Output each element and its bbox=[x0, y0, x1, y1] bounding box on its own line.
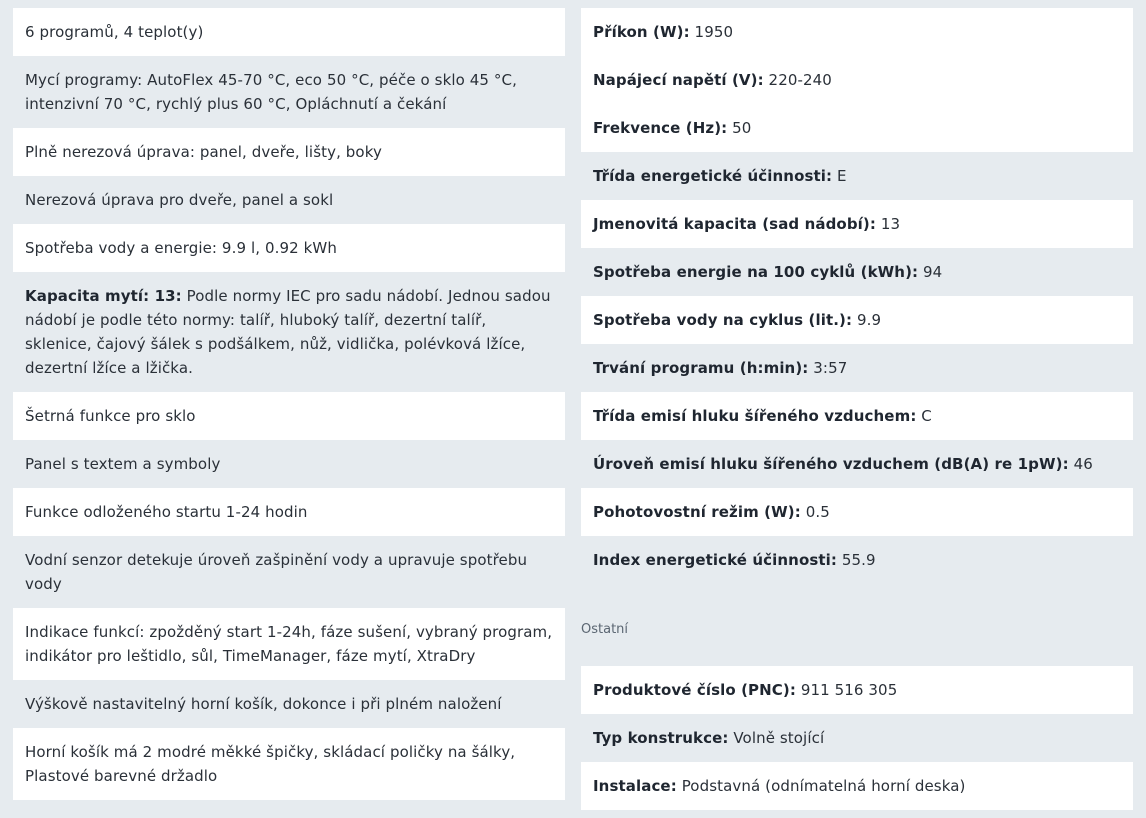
feature-text: Indikace funkcí: zpožděný start 1-24h, fáze sušení, vybraný program, indikátor pro leštidlo, sůl, TimeManager, fáze mytí, XtraDry bbox=[25, 623, 553, 665]
features-list bbox=[13, 8, 565, 800]
spec-label: Úroveň emisí hluku šířeného vzduchem (dB(A) re 1pW): bbox=[593, 455, 1069, 473]
spec-label: Třída energetické účinnosti: bbox=[593, 167, 833, 185]
spec-label: Spotřeba vody na cyklus (lit.): bbox=[593, 311, 853, 329]
spec-row bbox=[581, 536, 1133, 584]
feature-text: Vodní senzor detekuje úroveň zašpinění vody a upravuje spotřebu vody bbox=[25, 551, 528, 593]
feature-text: Spotřeba vody a energie: 9.9 l, 0.92 kWh bbox=[25, 239, 337, 257]
spec-row bbox=[581, 344, 1133, 392]
spec-value: 9.9 bbox=[856, 311, 882, 329]
spec-label: Frekvence (Hz): bbox=[593, 119, 728, 137]
spec-row bbox=[581, 56, 1133, 104]
spec-row bbox=[581, 248, 1133, 296]
feature-row bbox=[13, 440, 565, 488]
feature-text: Nerezová úprava pro dveře, panel a sokl bbox=[25, 191, 334, 209]
spec-label: Typ konstrukce: bbox=[593, 729, 729, 747]
spec-label: Index energetické účinnosti: bbox=[593, 551, 837, 569]
spec-row bbox=[581, 488, 1133, 536]
spec-label: Pohotovostní režim (W): bbox=[593, 503, 801, 521]
feature-text: 6 programů, 4 teplot(y) bbox=[25, 23, 204, 41]
feature-text: Panel s textem a symboly bbox=[25, 455, 221, 473]
spec-row bbox=[581, 296, 1133, 344]
feature-row bbox=[13, 680, 565, 728]
feature-text: Výškově nastavitelný horní košík, dokonce i při plném naložení bbox=[25, 695, 502, 713]
spec-value: 13 bbox=[880, 215, 901, 233]
spec-value: 3:57 bbox=[813, 359, 848, 377]
feature-row bbox=[13, 176, 565, 224]
spec-label: Jmenovitá kapacita (sad nádobí): bbox=[593, 215, 876, 233]
spec-label: Spotřeba energie na 100 cyklů (kWh): bbox=[593, 263, 919, 281]
feature-label: Kapacita mytí: 13: bbox=[25, 287, 182, 305]
feature-text: Mycí programy: AutoFlex 45-70 °C, eco 50 °C, péče o sklo 45 °C, intenzivní 70 °C, rychlý plus 60 °C, Opláchnutí a čekání bbox=[25, 71, 517, 113]
spec-value: 94 bbox=[923, 263, 943, 281]
spec-label: Trvání programu (h:min): bbox=[593, 359, 809, 377]
spec-value: E bbox=[837, 167, 847, 185]
feature-row bbox=[13, 224, 565, 272]
feature-row bbox=[13, 8, 565, 56]
feature-row bbox=[13, 728, 565, 800]
spec-value: 911 516 305 bbox=[800, 681, 898, 699]
spec-label: Třída emisí hluku šířeného vzduchem: bbox=[593, 407, 917, 425]
spec-row bbox=[581, 440, 1133, 488]
spec-value: 220-240 bbox=[768, 71, 832, 89]
spec-row bbox=[581, 762, 1133, 810]
spec-row bbox=[581, 8, 1133, 56]
spec-value: 55.9 bbox=[841, 551, 876, 569]
spec-label: Příkon (W): bbox=[593, 23, 690, 41]
spec-value: Volně stojící bbox=[733, 729, 825, 747]
feature-row bbox=[13, 536, 565, 608]
spec-value: Podstavná (odnímatelná horní deska) bbox=[681, 777, 966, 795]
spec-label: Produktové číslo (PNC): bbox=[593, 681, 796, 699]
spec-value: 46 bbox=[1073, 455, 1093, 473]
spec-value: 1950 bbox=[694, 23, 734, 41]
feature-row bbox=[13, 392, 565, 440]
feature-row bbox=[13, 608, 565, 680]
feature-row bbox=[13, 128, 565, 176]
feature-text: Šetrná funkce pro sklo bbox=[25, 407, 196, 425]
spec-row bbox=[581, 392, 1133, 440]
spec-value: 50 bbox=[732, 119, 752, 137]
feature-row bbox=[13, 488, 565, 536]
spec-row bbox=[581, 200, 1133, 248]
spec-row bbox=[581, 152, 1133, 200]
feature-text: Podle normy IEC pro sadu nádobí. Jednou sadou nádobí je podle této normy: talíř, hluboký talíř, dezertní talíř, sklenice, čajový šálek s podšálkem, nůž, vidlička, polévková lžíce, dezertní lžíce a lžička. bbox=[25, 287, 551, 377]
spec-value: C bbox=[921, 407, 932, 425]
feature-row bbox=[13, 272, 565, 392]
spec-row bbox=[581, 714, 1133, 762]
spec-row bbox=[581, 104, 1133, 152]
spec-value: 0.5 bbox=[805, 503, 830, 521]
feature-text: Plně nerezová úprava: panel, dveře, lišty, boky bbox=[25, 143, 382, 161]
spec-label: Instalace: bbox=[593, 777, 677, 795]
feature-text: Horní košík má 2 modré měkké špičky, skládací poličky na šálky, Plastové barevné držadlo bbox=[25, 743, 516, 785]
spec-label: Napájecí napětí (V): bbox=[593, 71, 764, 89]
feature-row bbox=[13, 56, 565, 128]
feature-text: Funkce odloženého startu 1-24 hodin bbox=[25, 503, 308, 521]
specifications-list bbox=[581, 8, 1133, 810]
section-title-other: Ostatní bbox=[581, 622, 629, 637]
spec-row bbox=[581, 666, 1133, 714]
